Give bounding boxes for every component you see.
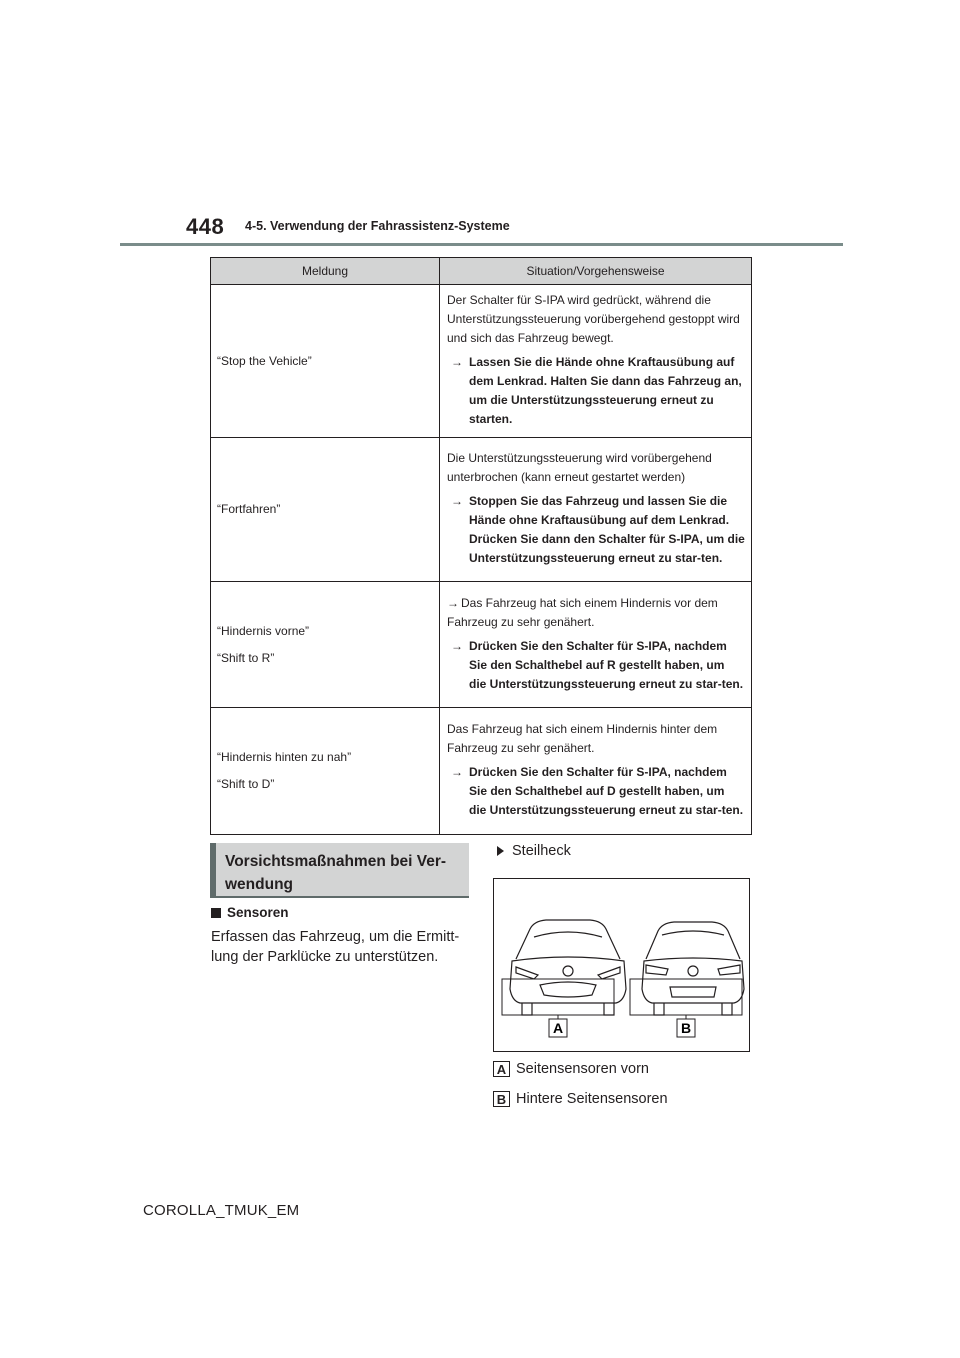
situation-description: Die Unterstützungssteuerung wird vorübergehend unterbrochen (kann erneut gestartet werden) bbox=[447, 451, 712, 484]
situation-description: Das Fahrzeug hat sich einem Hindernis hinter dem Fahrzeug zu sehr genähert. bbox=[447, 722, 718, 755]
column-header-situation: Situation/Vorgehensweise bbox=[440, 258, 752, 285]
message-text: “Hindernis hinten zu nah” bbox=[217, 750, 352, 764]
message-cell bbox=[211, 285, 440, 438]
sensors-heading bbox=[211, 905, 289, 920]
table-row bbox=[211, 438, 752, 582]
legend-text-a: Seitensensoren vorn bbox=[516, 1061, 649, 1077]
action-text: Drücken Sie den Schalter für S-IPA, nachdem Sie den Schalthebel auf D gestellt haben, um die Unterstützungssteuerung erneut zu star-ten. bbox=[469, 765, 744, 817]
arrow-icon: → bbox=[451, 494, 463, 508]
figure-label-a: A bbox=[552, 1020, 564, 1036]
variant-label bbox=[497, 843, 571, 859]
arrow-icon: → bbox=[451, 765, 463, 779]
arrow-icon: → bbox=[451, 355, 463, 369]
situation-cell bbox=[440, 285, 752, 438]
situation-description-text: Das Fahrzeug hat sich einem Hindernis vor dem Fahrzeug zu sehr genähert. bbox=[447, 595, 718, 629]
sensors-heading-text: Sensoren bbox=[227, 905, 289, 920]
situation-cell bbox=[440, 582, 752, 708]
situation-description bbox=[447, 594, 745, 632]
situation-cell bbox=[440, 438, 752, 582]
car-illustration bbox=[494, 879, 749, 1051]
legend-letter-b: B bbox=[493, 1091, 510, 1107]
section-title: 4-5. Verwendung der Fahrassistenz-Systeme bbox=[245, 219, 510, 233]
arrow-icon: → bbox=[451, 638, 463, 653]
message-text: “Hindernis vorne” bbox=[217, 623, 310, 638]
message-text: “Shift to R” bbox=[217, 650, 275, 665]
situation-cell bbox=[440, 708, 752, 835]
message-text: “Stop the Vehicle” bbox=[217, 353, 312, 368]
sensors-body: Erfassen das Fahrzeug, um die Ermitt-lung der Parklücke zu unterstützen. bbox=[211, 929, 460, 965]
figure-label-b: B bbox=[680, 1020, 692, 1036]
caution-underline bbox=[210, 896, 469, 898]
legend-letter-a: A bbox=[493, 1061, 510, 1077]
message-cell bbox=[211, 438, 440, 582]
action-text: Stoppen Sie das Fahrzeug und lassen Sie die Hände ohne Kraftausübung auf dem Lenkrad. Drücken Sie dann den Schalter für S-IPA, um die Unterstützungssteuerung erneut zu star-ten. bbox=[469, 494, 745, 565]
action-item bbox=[447, 637, 745, 694]
table-row bbox=[211, 285, 752, 438]
car-sensor-figure bbox=[493, 878, 750, 1052]
table-header-row bbox=[211, 258, 752, 285]
arrow-icon: → bbox=[447, 595, 459, 610]
message-table bbox=[210, 257, 752, 835]
legend-text-b: Hintere Seitensensoren bbox=[516, 1091, 668, 1107]
triangle-bullet-icon bbox=[497, 846, 504, 856]
header-rule bbox=[120, 243, 843, 246]
action-text: Drücken Sie den Schalter für S-IPA, nachdem Sie den Schalthebel auf R gestellt haben, um die Unterstützungssteuerung erneut zu star-ten. bbox=[469, 638, 744, 691]
message-text: “Shift to D” bbox=[217, 777, 275, 791]
page-number: 448 bbox=[186, 214, 225, 239]
square-bullet-icon bbox=[211, 908, 221, 918]
car-front-icon bbox=[502, 920, 626, 1015]
action-item bbox=[447, 763, 745, 820]
action-item bbox=[447, 492, 745, 568]
action-item bbox=[447, 353, 745, 429]
car-rear-icon bbox=[630, 922, 744, 1015]
legend-item-a bbox=[493, 1061, 649, 1077]
legend-item-b bbox=[493, 1091, 668, 1107]
action-text: Lassen Sie die Hände ohne Kraftausübung auf dem Lenkrad. Halten Sie dann das Fahrzeug an, um die Unterstützungssteuerung erneut zu starten. bbox=[469, 355, 742, 426]
variant-label-text: Steilheck bbox=[512, 843, 571, 859]
column-header-meldung: Meldung bbox=[211, 258, 440, 285]
footer-code: COROLLA_TMUK_EM bbox=[143, 1202, 300, 1219]
caution-heading: Vorsichtsmaßnahmen bei Ver-wendung bbox=[210, 843, 469, 897]
message-cell bbox=[211, 582, 440, 708]
table-row bbox=[211, 708, 752, 835]
message-cell bbox=[211, 708, 440, 835]
message-text: “Fortfahren” bbox=[217, 502, 281, 516]
table-row bbox=[211, 582, 752, 708]
situation-description: Der Schalter für S-IPA wird gedrückt, während die Unterstützungssteuerung vorübergehend gestoppt wird und sich das Fahrzeug bewegt. bbox=[447, 293, 740, 345]
